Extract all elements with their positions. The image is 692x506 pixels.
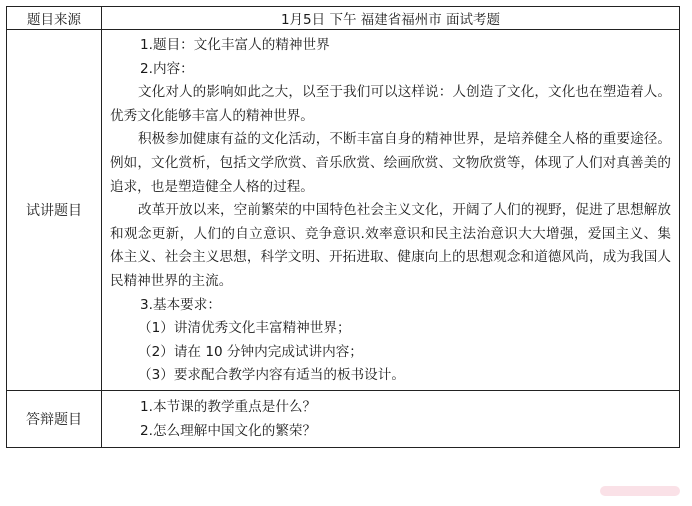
- content-paragraph-2: 积极参加健康有益的文化活动，不断丰富自身的精神世界，是培养健全人格的重要途径。例如，文化赏析，包括文学欣赏、音乐欣赏、绘画欣赏、文物欣赏等，体现了人们对真善美的追求，也是塑造健全人格的过程。: [110, 131, 671, 195]
- defense-row: [7, 390, 680, 447]
- trial-content: [102, 30, 680, 391]
- exam-table: [6, 6, 680, 448]
- trial-row: [7, 30, 680, 391]
- trial-item-topic: 1.题目：文化丰富人的精神世界: [140, 37, 330, 53]
- requirement-2: （2）请在 10 分钟内完成试讲内容；: [138, 343, 363, 360]
- defense-content: [102, 390, 680, 447]
- defense-question-1: 1.本节课的教学重点是什么？: [140, 398, 317, 415]
- requirement-3: （3）要求配合教学内容有适当的板书设计。: [138, 367, 405, 384]
- trial-label: 试讲题目: [7, 30, 102, 391]
- defense-question-2: 2.怎么理解中国文化的繁荣？: [140, 422, 317, 439]
- content-paragraph-1: 文化对人的影响如此之大，以至于我们可以这样说：人创造了文化，文化也在塑造着人。优秀文化能够丰富人的精神世界。: [110, 84, 671, 124]
- pink-smudge: [600, 486, 680, 496]
- source-label: 题目来源: [7, 7, 102, 30]
- header-row: [7, 7, 680, 30]
- defense-label: 答辩题目: [7, 390, 102, 447]
- content-paragraph-3: 改革开放以来，空前繁荣的中国特色社会主义文化，开阔了人们的视野，促进了思想解放和观念更新，人们的自立意识、竞争意识.效率意识和民主法治意识大大增强，爱国主义、集体主义、社会主义思想，科学文明、开拓进取、健康向上的思想观念和道德风尚，成为我国人民精神世界的主流。: [110, 202, 671, 289]
- requirement-1: （1）讲清优秀文化丰富精神世界；: [138, 320, 351, 337]
- trial-item-requirements: 3.基本要求：: [140, 296, 221, 313]
- source-value: 1月5日 下午 福建省福州市 面试考题: [102, 7, 680, 30]
- trial-item-content: 2.内容：: [140, 60, 194, 77]
